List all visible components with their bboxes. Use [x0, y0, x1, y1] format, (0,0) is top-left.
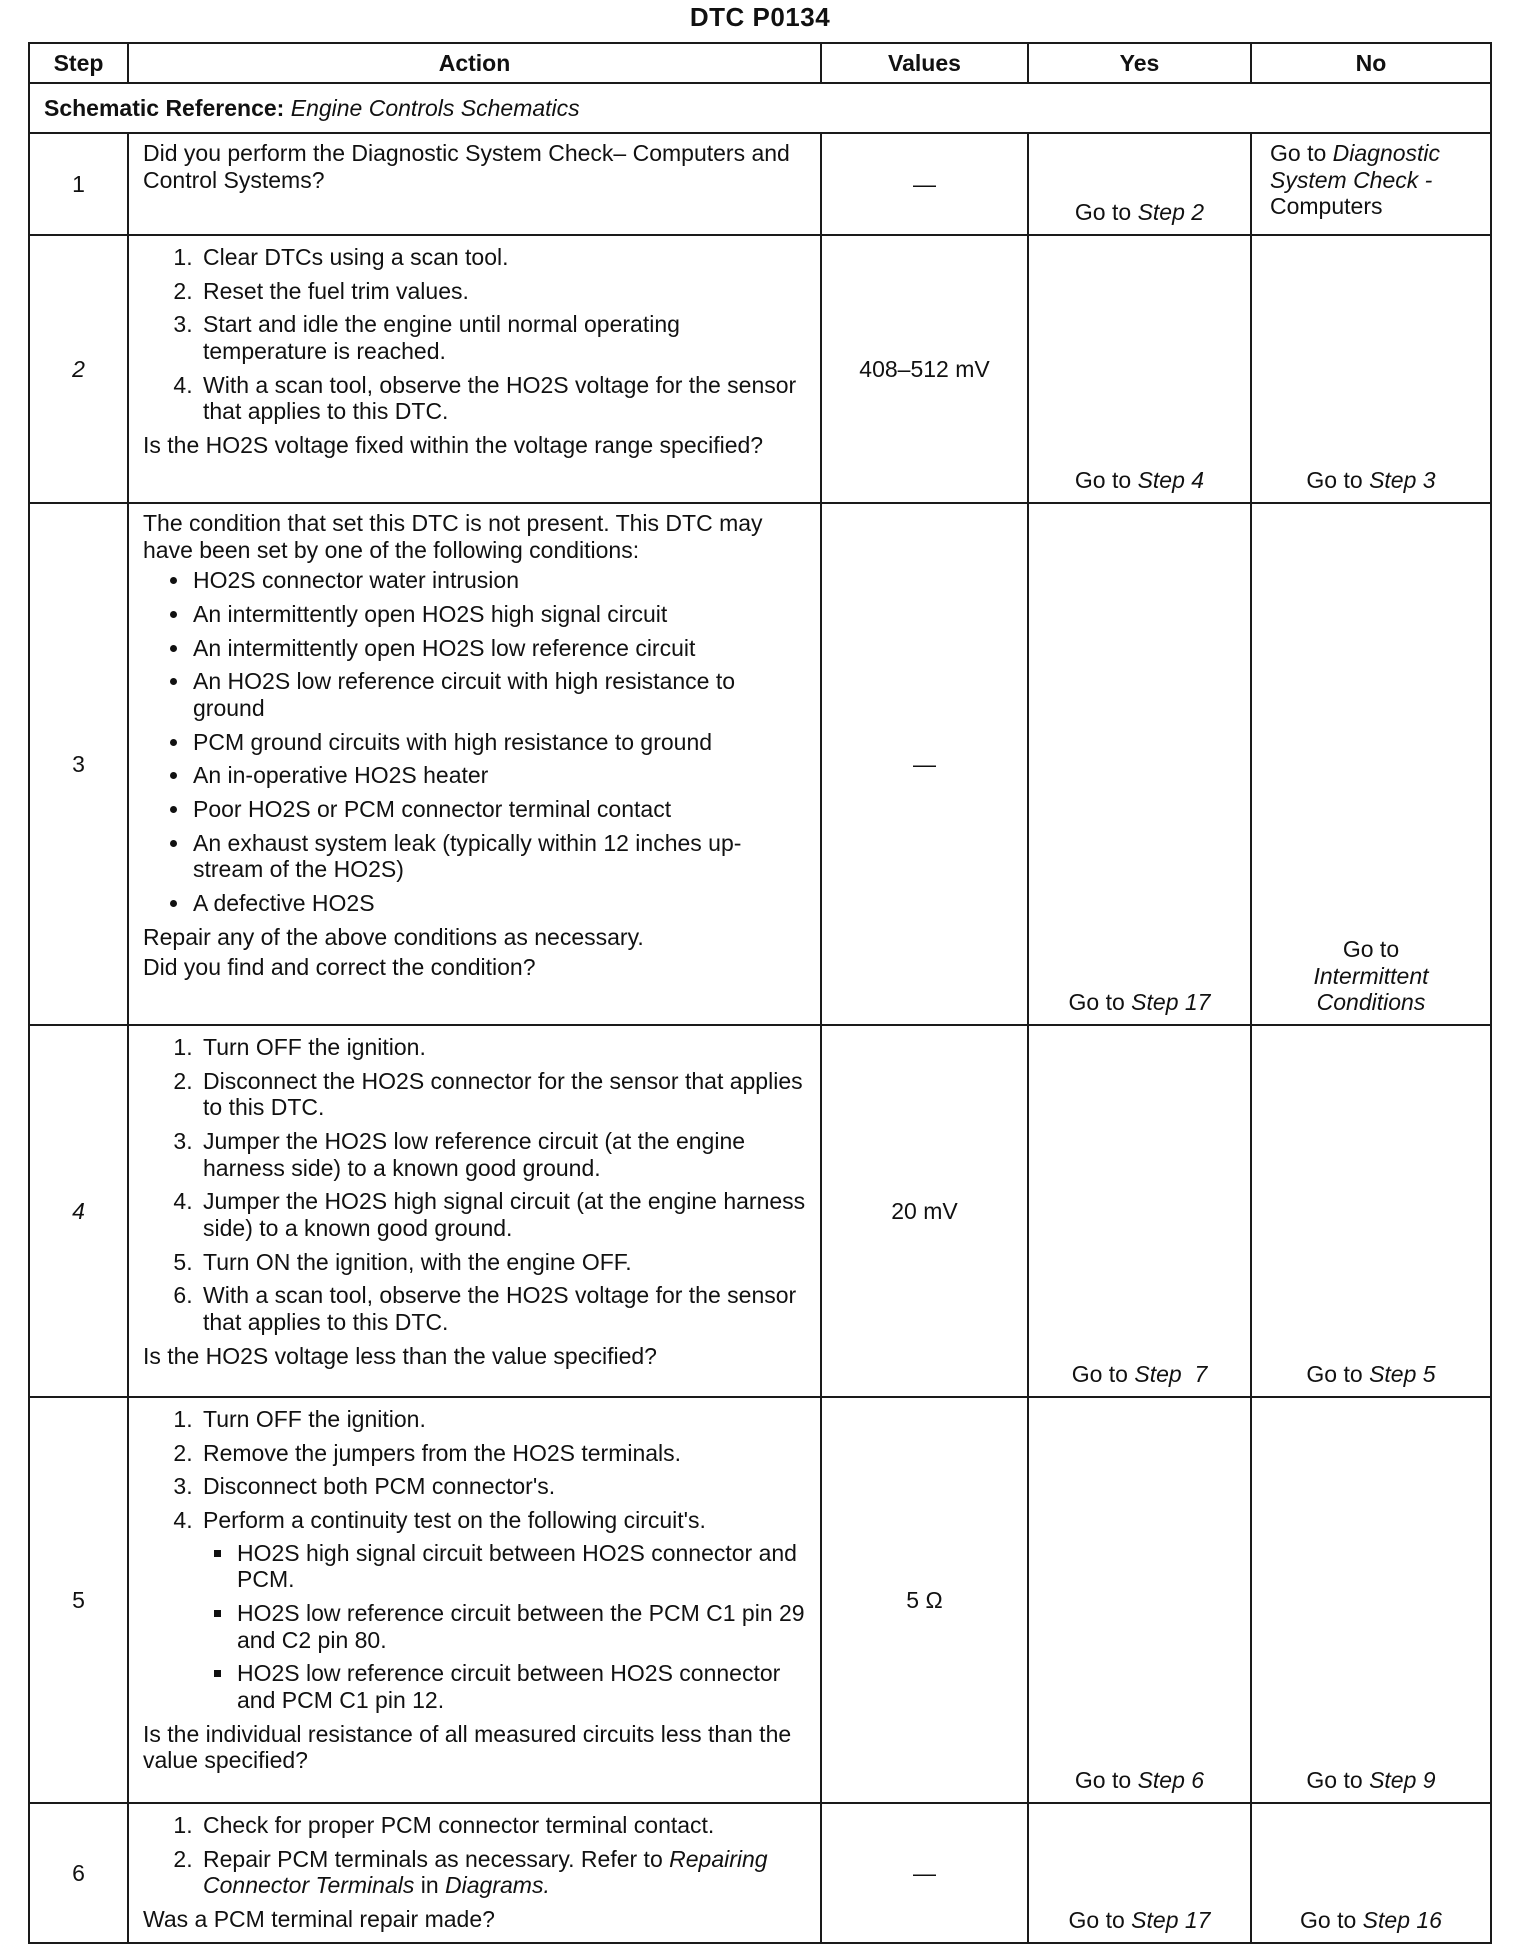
no-link[interactable]: Step 9: [1369, 1767, 1436, 1794]
condition-item: • An in-operative HO2S heater: [191, 762, 808, 789]
yes-cell: [1028, 133, 1251, 235]
step-number: 6: [29, 1803, 128, 1943]
header-no: No: [1251, 43, 1491, 83]
instruction-item: 3. Disconnect both PCM connector's.: [199, 1473, 808, 1500]
circuit-item: ▪ HO2S low reference circuit between the PCM C1 pin 29 and C2 pin 80.: [235, 1600, 808, 1653]
instruction-item: 3. Start and idle the engine until normal operating temperature is reached.: [199, 311, 808, 364]
step-number: 4: [29, 1025, 128, 1397]
step-action: [128, 1025, 821, 1397]
condition-item: • A defective HO2S: [191, 890, 808, 917]
step-question: Did you perform the Diagnostic System Check– Computers and Control Systems?: [143, 140, 790, 193]
table-row: [29, 503, 1491, 1025]
step-action: [128, 1803, 821, 1943]
header-yes: Yes: [1028, 43, 1251, 83]
no-prefix: Go to: [1342, 935, 1400, 962]
table-row: [29, 133, 1491, 235]
instruction-item: 1. Turn OFF the ignition.: [199, 1406, 808, 1433]
yes-prefix: Go to: [1074, 467, 1132, 494]
no-prefix: Go to: [1270, 140, 1327, 166]
instruction-item: 4. With a scan tool, observe the HO2S voltage for the sensor that applies to this DTC.: [199, 372, 808, 425]
instruction-item: 4. Jumper the HO2S high signal circuit (at the engine harness side) to a known good ground.: [199, 1188, 808, 1241]
step-question: Did you find and correct the condition?: [143, 954, 536, 981]
instruction-item: [199, 1507, 808, 1714]
diagnostic-table: [28, 42, 1492, 1944]
yes-cell: [1028, 235, 1251, 503]
step-number: 2: [29, 235, 128, 503]
table-row: [29, 1025, 1491, 1397]
yes-prefix: Go to: [1071, 1361, 1128, 1388]
yes-prefix: Go to: [1074, 1767, 1132, 1794]
step-intro: The condition that set this DTC is not present. This DTC may have been set by one of the following conditions:: [143, 510, 763, 563]
step-value: 408–512 mV: [821, 235, 1028, 503]
step-repair-note: Repair any of the above conditions as necessary.: [143, 923, 644, 950]
schematic-reference-link[interactable]: Engine Controls Schematics: [290, 94, 580, 121]
condition-list: [143, 567, 808, 916]
table-row: [29, 1397, 1491, 1803]
instruction-list: [143, 1812, 808, 1899]
yes-link[interactable]: Step 2: [1137, 199, 1205, 226]
step-question: Is the individual resistance of all measured circuits less than the value specified?: [143, 1720, 792, 1774]
step-action: [128, 503, 821, 1025]
instruction-text: Repair PCM terminals as necessary. Refer to: [203, 1845, 663, 1872]
circuit-list: [203, 1540, 808, 1714]
yes-prefix: Go to: [1068, 989, 1125, 1016]
instruction-item: 6. With a scan tool, observe the HO2S voltage for the sensor that applies to this DTC.: [199, 1282, 808, 1335]
no-prefix: Go to: [1306, 1767, 1363, 1794]
header-row: [29, 43, 1491, 83]
no-suffix: Computers: [1270, 193, 1383, 220]
instruction-text: Perform a continuity test on the following circuit's.: [203, 1507, 706, 1534]
schematic-reference-label: Schematic Reference:: [44, 94, 285, 121]
instruction-item: 1. Clear DTCs using a scan tool.: [199, 244, 808, 271]
condition-item: • An HO2S low reference circuit with high resistance to ground: [191, 668, 808, 721]
instruction-item: 2. Reset the fuel trim values.: [199, 278, 808, 305]
condition-item: • An intermittently open HO2S high signal circuit: [191, 601, 808, 628]
yes-link[interactable]: Step 17: [1131, 989, 1211, 1016]
no-link[interactable]: Intermittent Conditions: [1313, 962, 1429, 1016]
header-step: Step: [29, 43, 128, 83]
no-cell: [1251, 235, 1491, 503]
instruction-item: 2. Disconnect the HO2S connector for the sensor that applies to this DTC.: [199, 1068, 808, 1121]
condition-item: • Poor HO2S or PCM connector terminal contact: [191, 796, 808, 823]
step-action: [128, 1397, 821, 1803]
step-value: 5 Ω: [821, 1397, 1028, 1803]
yes-prefix: Go to: [1074, 199, 1132, 226]
no-cell: [1251, 1025, 1491, 1397]
step-question: Is the HO2S voltage fixed within the voltage range specified?: [143, 432, 764, 459]
condition-item: • An intermittently open HO2S low reference circuit: [191, 635, 808, 662]
instruction-list: [143, 1034, 808, 1336]
circuit-item: ▪ HO2S high signal circuit between HO2S connector and PCM.: [235, 1540, 808, 1593]
yes-prefix: Go to: [1068, 1907, 1125, 1934]
no-link[interactable]: Step 16: [1362, 1907, 1442, 1934]
yes-link[interactable]: Step 6: [1137, 1767, 1205, 1794]
no-prefix: Go to: [1306, 1361, 1363, 1388]
condition-item: • PCM ground circuits with high resistance to ground: [191, 729, 808, 756]
instruction-item: [199, 1846, 808, 1899]
no-prefix: Go to: [1300, 1907, 1357, 1934]
step-action: [128, 235, 821, 503]
no-cell: [1251, 503, 1491, 1025]
instruction-list: [143, 244, 808, 425]
step-question: Is the HO2S voltage less than the value specified?: [143, 1342, 657, 1369]
instruction-list: [143, 1406, 808, 1714]
step-action: [128, 133, 821, 235]
schematic-reference: [29, 83, 1491, 133]
instruction-item: 5. Turn ON the ignition, with the engine OFF.: [199, 1249, 808, 1276]
condition-item: • An exhaust system leak (typically within 12 inches up-stream of the HO2S): [191, 830, 808, 883]
yes-cell: [1028, 503, 1251, 1025]
no-cell: [1251, 133, 1491, 235]
instruction-item: 3. Jumper the HO2S low reference circuit (at the engine harness side) to a known good ground.: [199, 1128, 808, 1181]
no-cell: [1251, 1397, 1491, 1803]
yes-cell: [1028, 1803, 1251, 1943]
schematic-reference-row: [29, 83, 1491, 133]
step-question: Was a PCM terminal repair made?: [143, 1906, 495, 1933]
instruction-item: 2. Remove the jumpers from the HO2S terminals.: [199, 1440, 808, 1467]
no-link[interactable]: Diagnostic System Check -: [1270, 140, 1441, 193]
header-action: Action: [128, 43, 821, 83]
yes-link[interactable]: Step 7: [1134, 1361, 1208, 1388]
condition-item: • HO2S connector water intrusion: [191, 567, 808, 594]
header-values: Values: [821, 43, 1028, 83]
yes-cell: [1028, 1397, 1251, 1803]
no-cell: [1251, 1803, 1491, 1943]
step-number: 1: [29, 133, 128, 235]
circuit-item: ▪ HO2S low reference circuit between HO2S connector and PCM C1 pin 12.: [235, 1660, 808, 1713]
yes-cell: [1028, 1025, 1251, 1397]
no-prefix: Go to: [1306, 467, 1363, 494]
instruction-item: 1. Check for proper PCM connector terminal contact.: [199, 1812, 808, 1839]
yes-link[interactable]: Step 4: [1137, 467, 1205, 494]
table-row: [29, 235, 1491, 503]
page-title: DTC P0134: [689, 2, 831, 32]
no-link[interactable]: Step 3: [1369, 467, 1436, 494]
step-value: —: [821, 133, 1028, 235]
reference-link[interactable]: Diagrams.: [445, 1872, 550, 1899]
reference-link[interactable]: Repairing Connector Terminals: [203, 1845, 768, 1899]
instruction-item: 1. Turn OFF the ignition.: [199, 1034, 808, 1061]
instruction-text: in: [420, 1872, 439, 1899]
step-value: —: [821, 503, 1028, 1025]
no-link[interactable]: Step 5: [1369, 1361, 1436, 1388]
step-value: 20 mV: [821, 1025, 1028, 1397]
step-number: 3: [29, 503, 128, 1025]
step-value: —: [821, 1803, 1028, 1943]
yes-link[interactable]: Step 17: [1131, 1907, 1211, 1934]
step-number: 5: [29, 1397, 128, 1803]
table-row: [29, 1803, 1491, 1943]
